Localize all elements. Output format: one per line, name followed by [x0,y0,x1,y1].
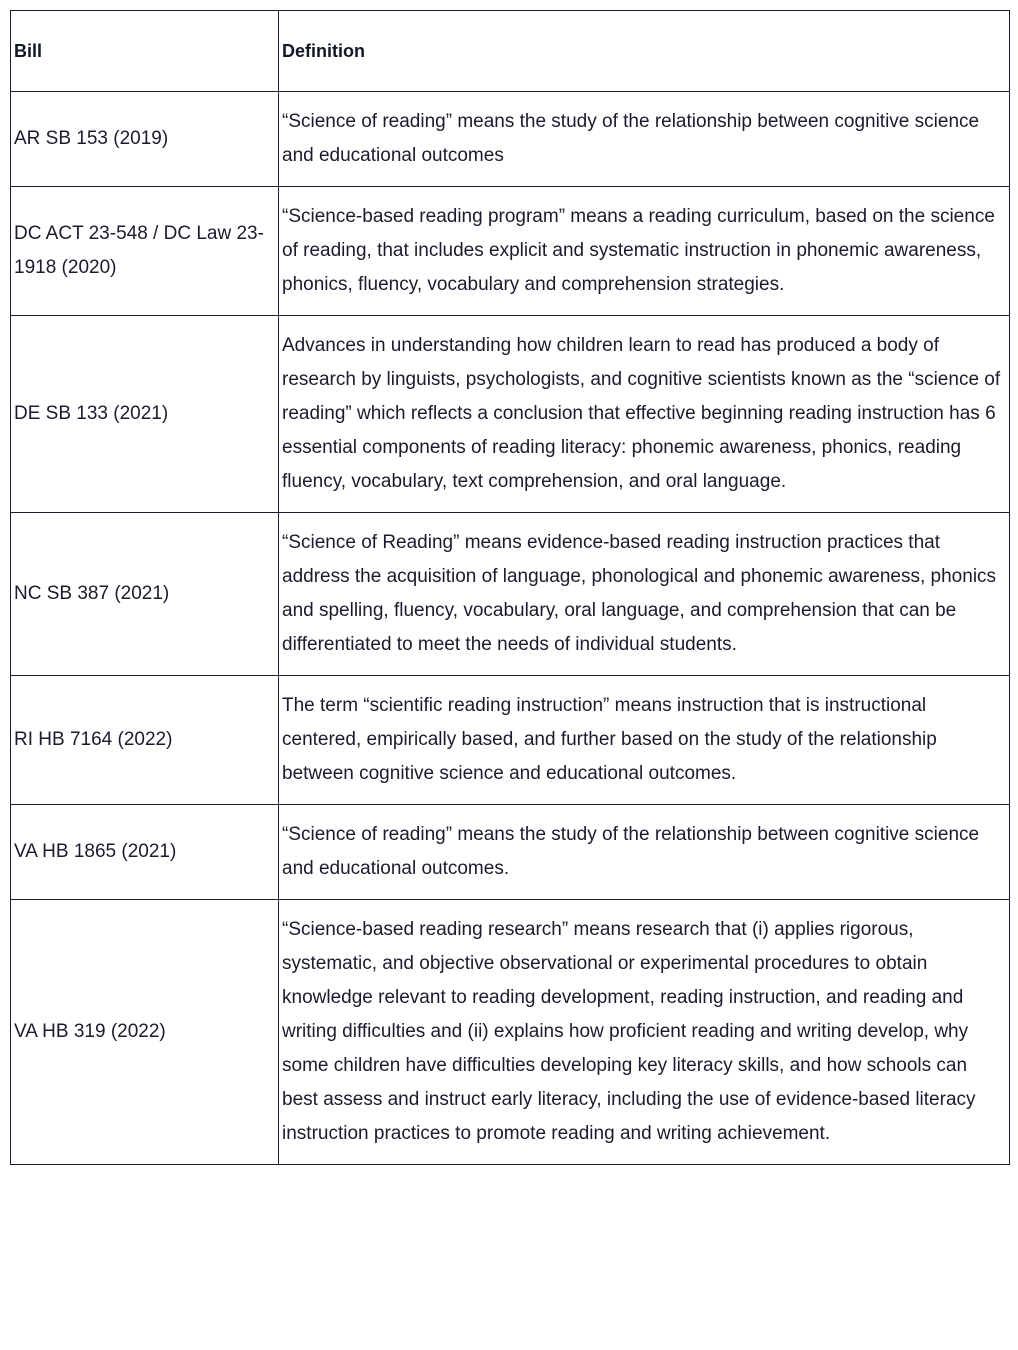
bill-cell: VA HB 1865 (2021) [11,805,279,900]
table-row [11,92,1010,187]
bill-cell: DC ACT 23-548 / DC Law 23-1918 (2020) [11,187,279,316]
table-row [11,513,1010,676]
definition-cell: Advances in understanding how children learn to read has produced a body of research by linguists, psychologists, and cognitive scientists known as the “science of reading” which reflects a conclusion that effective beginning reading instruction has 6 essential components of reading literacy: phonemic awareness, phonics, reading fluency, vocabulary, text comprehension, and oral language. [279,316,1010,513]
bill-cell: AR SB 153 (2019) [11,92,279,187]
bill-definitions-table [10,10,1010,1165]
bill-cell: VA HB 319 (2022) [11,900,279,1165]
header-bill: Bill [11,11,279,92]
bill-cell: NC SB 387 (2021) [11,513,279,676]
definition-cell: “Science of reading” means the study of the relationship between cognitive science and educational outcomes [279,92,1010,187]
header-row [11,11,1010,92]
table-row [11,805,1010,900]
definition-cell: “Science-based reading research” means research that (i) applies rigorous, systematic, and objective observational or experimental procedures to obtain knowledge relevant to reading development, reading instruction, and reading and writing difficulties and (ii) explains how proficient reading and writing develop, why some children have difficulties developing key literacy skills, and how schools can best assess and instruct early literacy, including the use of evidence-based literacy instruction practices to promote reading and writing achievement. [279,900,1010,1165]
table-row [11,900,1010,1165]
table-row [11,187,1010,316]
table-body [11,92,1010,1165]
header-definition: Definition [279,11,1010,92]
definition-cell: The term “scientific reading instruction” means instruction that is instructional centered, empirically based, and further based on the study of the relationship between cognitive science and educational outcomes. [279,676,1010,805]
bill-cell: DE SB 133 (2021) [11,316,279,513]
bill-cell: RI HB 7164 (2022) [11,676,279,805]
definition-cell: “Science of Reading” means evidence-based reading instruction practices that address the acquisition of language, phonological and phonemic awareness, phonics and spelling, fluency, vocabulary, oral language, and comprehension that can be differentiated to meet the needs of individual students. [279,513,1010,676]
definition-cell: “Science-based reading program” means a reading curriculum, based on the science of reading, that includes explicit and systematic instruction in phonemic awareness, phonics, fluency, vocabulary and comprehension strategies. [279,187,1010,316]
table-header [11,11,1010,92]
table-row [11,676,1010,805]
definition-cell: “Science of reading” means the study of the relationship between cognitive science and educational outcomes. [279,805,1010,900]
table-row [11,316,1010,513]
